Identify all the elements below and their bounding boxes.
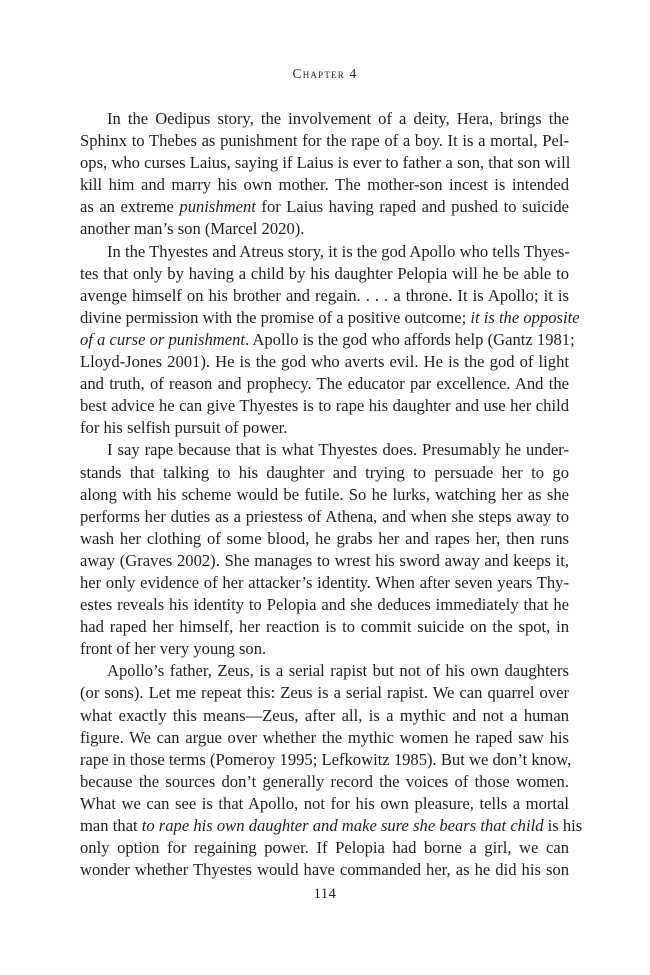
text-run: In the Oedipus story, the involvement of a deity, Hera, brings the [107,109,569,128]
text-line [80,705,569,727]
text-run: had raped her himself, her reaction is to commit suicide on the spot, in [80,617,569,637]
text-line [80,572,569,594]
italic-text: to rape his own daughter and make sure she bears that child [141,816,544,835]
text-run: is his [543,816,583,835]
text-run: (or sons). Let me repeat this: Zeus is a serial rapist. We can quarrel over [80,683,569,703]
body-text [80,108,583,881]
text-line [80,462,569,484]
page-number: 114 [313,886,337,902]
text-line [80,749,572,771]
text-run: what exactly this means—Zeus, after all, is a mythic and not a human [80,705,569,725]
text-line [80,351,569,373]
text-line [80,638,569,660]
text-line [80,395,569,417]
text-line [80,594,569,616]
text-run: for Laius having raped and pushed to suicide [255,197,569,217]
text-line [80,130,569,152]
text-line [80,793,569,815]
text-run: man that [80,816,142,835]
text-line [80,550,569,572]
text-run: along with his scheme would be futile. So he lurks, watching her as she [80,484,569,504]
text-run: as an extreme [80,197,180,217]
text-line [80,771,569,793]
text-line [80,329,575,351]
text-run: her only evidence of her attacker’s identity. When after seven years Thy- [80,572,569,592]
text-line [80,108,569,130]
text-run: performs her duties as a priestess of Athena, and when she steps away to [80,506,569,526]
italic-text: it is the opposite [470,307,580,327]
text-run: rape in those terms (Pomeroy 1995; Lefkowitz 1985). But we don’t know, [80,749,572,769]
text-line [80,263,569,285]
text-run: kill him and marry his own mother. The mother-son incest is intended [80,175,569,195]
text-run: another man’s son (Marcel 2020). [80,219,305,239]
italic-text: of a curse or punishment [80,329,246,349]
text-line [80,484,569,506]
text-run: best advice he can give Thyestes is to rape his daughter and use her child [80,396,569,416]
text-run: tes that only by having a child by his daughter Pelopia will he be able to [80,263,569,283]
running-head: Chapter 4 [292,66,358,81]
text-line [80,196,569,218]
text-run: and truth, of reason and prophecy. The educator par excellence. And the [80,374,569,394]
text-run: for his selfish pursuit of power. [80,418,288,438]
text-line [80,616,569,638]
text-run: figure. We can argue over whether the mythic women he raped saw his [80,727,569,747]
text-run: away (Graves 2002). She manages to wrest his sword away and keeps it, [80,550,569,570]
text-line [80,837,569,859]
text-line [80,218,569,240]
text-run: Apollo’s father, Zeus, is a serial rapist but not of his own daughters [107,661,569,681]
text-line [80,285,569,307]
text-run: ops, who curses Laius, saying if Laius is ever to father a son, that son will [80,153,571,173]
text-run: What we can see is that Apollo, not for his own pleasure, tells a mortal [80,793,569,813]
text-run: stands that talking to his daughter and trying to persuade her to go [80,462,569,482]
text-line [80,373,569,395]
text-line [80,152,569,174]
text-line [80,727,569,749]
text-line [80,241,569,263]
text-run: because the sources don’t generally record the voices of those women. [80,771,569,791]
text-run: . Apollo is the god who affords help (Gantz 1981; [245,329,575,349]
text-run: divine permission with the promise of a positive outcome; [80,307,471,327]
text-run: wash her clothing of some blood, he grabs her and rapes her, then runs [80,528,569,548]
text-run: estes reveals his identity to Pelopia and she deduces immediately that he [80,595,569,615]
text-line [80,417,569,439]
text-run: Lloyd-Jones 2001). He is the god who averts evil. He is the god of light [80,352,569,372]
text-line [80,815,583,837]
text-line [80,174,569,196]
text-line [80,528,569,550]
text-line [80,506,569,528]
text-run: front of her very young son. [80,639,267,659]
text-line [80,859,569,881]
text-line [80,307,580,329]
italic-text: punishment [179,197,256,217]
text-run: wonder whether Thyestes would have commanded her, as he did his son [80,860,569,880]
text-line [80,439,569,461]
text-run: I say rape because that is what Thyestes does. Presumably he under- [107,440,569,460]
text-line [80,660,569,682]
text-run: In the Thyestes and Atreus story, it is the god Apollo who tells Thyes- [107,241,570,261]
text-run: Sphinx to Thebes as punishment for the rape of a boy. It is a mortal, Pel- [80,131,569,151]
text-run: only option for regaining power. If Pelopia had borne a girl, we can [80,838,569,858]
text-run: avenge himself on his brother and regain. . . . a throne. It is Apollo; it is [80,285,569,305]
text-line [80,682,569,704]
